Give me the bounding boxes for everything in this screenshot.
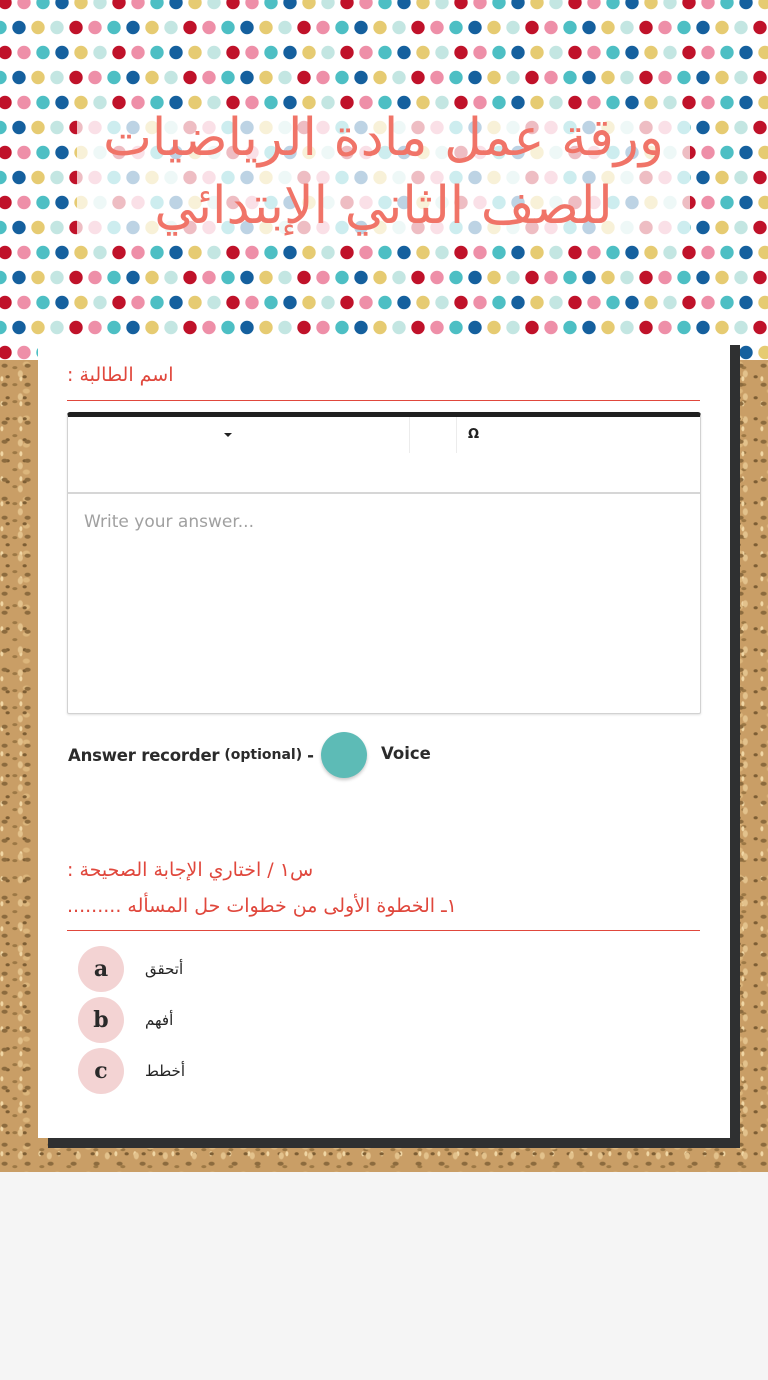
title-line-2: للصف الثاني الإبتدائي xyxy=(154,176,613,236)
recorder-dash: - xyxy=(307,745,314,765)
option-text: أتحقق xyxy=(145,960,184,978)
format-dropdown[interactable] xyxy=(68,417,409,453)
option-c[interactable] xyxy=(78,1048,185,1094)
toolbar-divider xyxy=(456,417,457,453)
answer-recorder xyxy=(68,732,431,778)
page-title xyxy=(77,104,690,244)
student-name-label: اسم الطالبة : xyxy=(67,364,174,386)
question-prompt: ١ـ الخطوة الأولى من خطوات حل المسأله ......... xyxy=(67,895,457,917)
header-banner xyxy=(0,0,768,362)
option-letter-badge: b xyxy=(78,997,124,1043)
option-b[interactable] xyxy=(78,997,173,1043)
recorder-optional: (optional) xyxy=(224,747,303,763)
option-text: أفهم xyxy=(145,1011,174,1029)
recorder-label: Answer recorder xyxy=(68,745,220,765)
option-letter-badge: c xyxy=(78,1048,124,1094)
toolbar-button[interactable] xyxy=(410,417,456,453)
student-name-underline xyxy=(67,400,700,401)
caret-down-icon xyxy=(224,433,232,437)
answer-editor xyxy=(67,412,701,714)
special-character-button[interactable]: Ω xyxy=(468,427,480,442)
voice-label: Voice xyxy=(381,743,431,763)
option-letter-badge: a xyxy=(78,946,124,992)
record-voice-button[interactable] xyxy=(321,732,367,778)
question-underline xyxy=(67,930,700,931)
editor-toolbar xyxy=(68,417,700,494)
question-heading: س١ / اختاري الإجابة الصحيحة : xyxy=(67,859,314,881)
answer-input[interactable] xyxy=(68,496,700,712)
option-text: أخطط xyxy=(145,1062,185,1080)
title-line-1: ورقة عمل مادة الرياضيات xyxy=(102,108,665,168)
option-a[interactable] xyxy=(78,946,183,992)
question-block xyxy=(67,852,700,924)
